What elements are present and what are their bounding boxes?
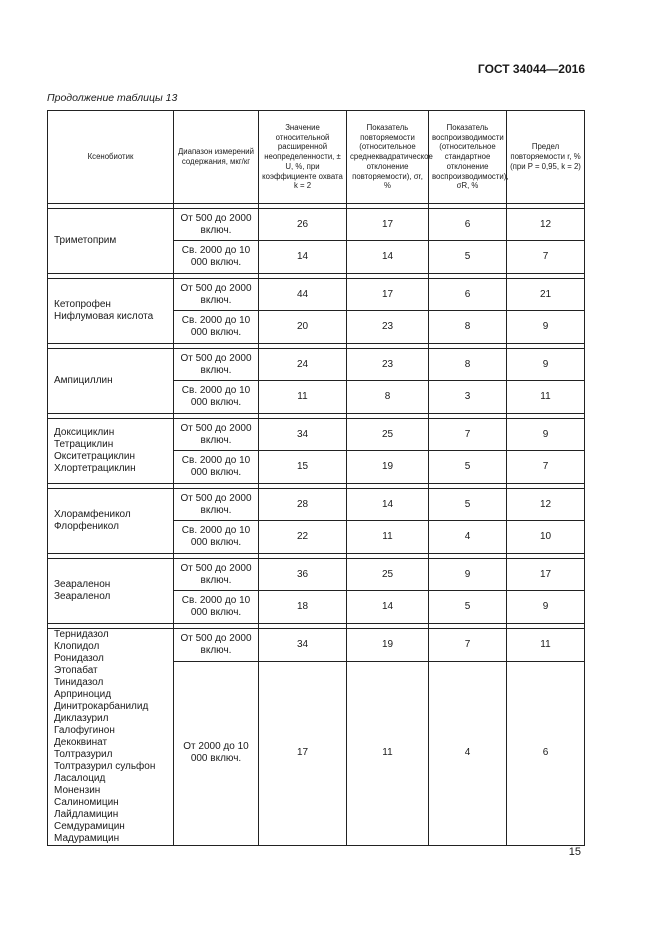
repeatability-cell: 14 [347,489,429,521]
uncertainty-cell: 34 [259,629,347,662]
range-cell: Св. 2000 до 10 000 включ. [174,381,259,414]
uncertainty-cell: 20 [259,311,347,344]
range-cell: От 500 до 2000 включ. [174,349,259,381]
reproducibility-cell: 5 [429,241,507,274]
xenobiotic-name: Динитрокарбанилид [54,701,149,712]
xenobiotic-name: Мадурамицин [54,833,120,844]
column-header-xenobiotic: Ксенобиотик [48,111,174,204]
xenobiotic-names-cell [48,209,174,274]
xenobiotic-names-cell [48,489,174,554]
xenobiotic-name: Семдурамицин [54,821,125,832]
xenobiotic-names-cell [48,279,174,344]
xenobiotic-name: Тетрациклин [54,439,114,450]
xenobiotic-name: Тинидазол [54,677,104,688]
xenobiotic-name: Арприноцид [54,689,112,700]
uncertainty-cell: 18 [259,591,347,624]
xenobiotic-names-cell [48,629,174,846]
standard-number: ГОСТ 34044—2016 [477,62,585,76]
xenobiotic-name: Лайдламицин [54,809,119,820]
reproducibility-cell: 6 [429,209,507,241]
xenobiotic-name: Флорфеникол [54,521,119,532]
repeatability-limit-cell: 17 [507,559,585,591]
repeatability-limit-cell: 12 [507,489,585,521]
uncertainty-cell: 24 [259,349,347,381]
xenobiotic-name: Хлортетрациклин [54,463,136,474]
column-header-reproducibility: Показатель воспроизводимости (относительное стандартное отклонение воспроизводимости), σR, % [429,111,507,204]
range-cell: От 500 до 2000 включ. [174,559,259,591]
xenobiotic-name: Монензин [54,785,101,796]
repeatability-cell: 17 [347,209,429,241]
reproducibility-cell: 7 [429,629,507,662]
range-cell: Св. 2000 до 10 000 включ. [174,451,259,484]
repeatability-limit-cell: 7 [507,451,585,484]
repeatability-limit-cell: 7 [507,241,585,274]
column-header-range: Диапазон измерений содержания, мкг/кг [174,111,259,204]
range-cell: От 500 до 2000 включ. [174,489,259,521]
range-cell: От 500 до 2000 включ. [174,419,259,451]
xenobiotic-name: Окситетрациклин [54,451,135,462]
repeatability-limit-cell: 11 [507,629,585,662]
repeatability-limit-cell: 12 [507,209,585,241]
xenobiotic-name: Нифлумовая кислота [54,311,154,322]
table-row [48,209,585,241]
xenobiotic-name: Диклазурил [54,713,109,724]
range-cell: От 500 до 2000 включ. [174,629,259,662]
xenobiotic-name: Ласалоцид [54,773,106,784]
uncertainty-cell: 36 [259,559,347,591]
xenobiotic-name: Кетопрофен [54,299,111,310]
repeatability-limit-cell: 9 [507,349,585,381]
repeatability-cell: 25 [347,419,429,451]
range-cell: От 500 до 2000 включ. [174,279,259,311]
xenobiotic-names-cell [48,559,174,624]
range-cell: Св. 2000 до 10 000 включ. [174,521,259,554]
reproducibility-cell: 5 [429,451,507,484]
reproducibility-cell: 4 [429,521,507,554]
xenobiotic-names-cell [48,419,174,484]
range-cell: Св. 2000 до 10 000 включ. [174,311,259,344]
table-body [48,204,585,846]
reproducibility-cell: 8 [429,311,507,344]
xenobiotic-names-cell [48,349,174,414]
reproducibility-cell: 9 [429,559,507,591]
range-cell: От 500 до 2000 включ. [174,209,259,241]
repeatability-limit-cell: 9 [507,419,585,451]
repeatability-cell: 19 [347,451,429,484]
reproducibility-cell: 5 [429,489,507,521]
column-header-repeatability: Показатель повторяемости (относительное среднеквадратическое отклонение повторяемости), σr, % [347,111,429,204]
repeatability-cell: 23 [347,311,429,344]
range-cell: Св. 2000 до 10 000 включ. [174,241,259,274]
reproducibility-cell: 6 [429,279,507,311]
xenobiotic-name: Толтразурил [54,749,113,760]
uncertainty-cell: 14 [259,241,347,274]
repeatability-cell: 23 [347,349,429,381]
repeatability-cell: 17 [347,279,429,311]
reproducibility-cell: 4 [429,661,507,845]
xenobiotic-name: Этопабат [54,665,98,676]
table-row [48,419,585,451]
table-row [48,489,585,521]
xenobiotic-name: Зеараленол [54,591,111,602]
uncertainty-cell: 44 [259,279,347,311]
repeatability-cell: 19 [347,629,429,662]
uncertainty-cell: 11 [259,381,347,414]
repeatability-limit-cell: 11 [507,381,585,414]
xenobiotic-name: Тернидазол [54,629,109,640]
uncertainty-cell: 17 [259,661,347,845]
xenobiotic-name: Клопидол [54,641,100,652]
xenobiotic-name: Хлорамфеникол [54,509,131,520]
xenobiotic-name: Ампициллин [54,375,113,386]
reproducibility-cell: 3 [429,381,507,414]
page-number: 15 [568,846,581,858]
repeatability-cell: 11 [347,521,429,554]
column-header-uncertainty: Значение относительной расширенной неопределенности, ± U, %, при коэффициенте охвата k = 2 [259,111,347,204]
table-row [48,349,585,381]
xenobiotic-name: Декоквинат [54,737,108,748]
xenobiotic-name: Доксициклин [54,427,115,438]
uncertainty-cell: 34 [259,419,347,451]
repeatability-limit-cell: 9 [507,591,585,624]
repeatability-limit-cell: 9 [507,311,585,344]
uncertainty-cell: 26 [259,209,347,241]
repeatability-limit-cell: 6 [507,661,585,845]
repeatability-cell: 8 [347,381,429,414]
table-row [48,279,585,311]
range-cell: От 2000 до 10 000 включ. [174,661,259,845]
uncertainty-cell: 15 [259,451,347,484]
repeatability-cell: 11 [347,661,429,845]
xenobiotic-name: Ронидазол [54,653,104,664]
table-header-row [48,111,585,204]
reproducibility-cell: 7 [429,419,507,451]
xenobiotic-name: Салиномицин [54,797,119,808]
xenobiotic-name: Галофугинон [54,725,115,736]
repeatability-limit-cell: 21 [507,279,585,311]
repeatability-cell: 25 [347,559,429,591]
table-continuation-caption: Продолжение таблицы 13 [47,92,178,104]
repeatability-cell: 14 [347,241,429,274]
table-row [48,629,585,662]
table-row [48,559,585,591]
column-header-repeatability-limit: Предел повторяемости r, % (при P = 0,95, k = 2) [507,111,585,204]
xenobiotic-name: Зеараленон [54,579,111,590]
repeatability-limit-cell: 10 [507,521,585,554]
uncertainty-cell: 28 [259,489,347,521]
repeatability-cell: 14 [347,591,429,624]
reproducibility-cell: 8 [429,349,507,381]
xenobiotic-name: Триметоприм [54,235,117,246]
uncertainty-cell: 22 [259,521,347,554]
xenobiotic-name: Толтразурил сульфон [54,761,156,772]
reproducibility-cell: 5 [429,591,507,624]
results-table [47,110,585,846]
range-cell: Св. 2000 до 10 000 включ. [174,591,259,624]
